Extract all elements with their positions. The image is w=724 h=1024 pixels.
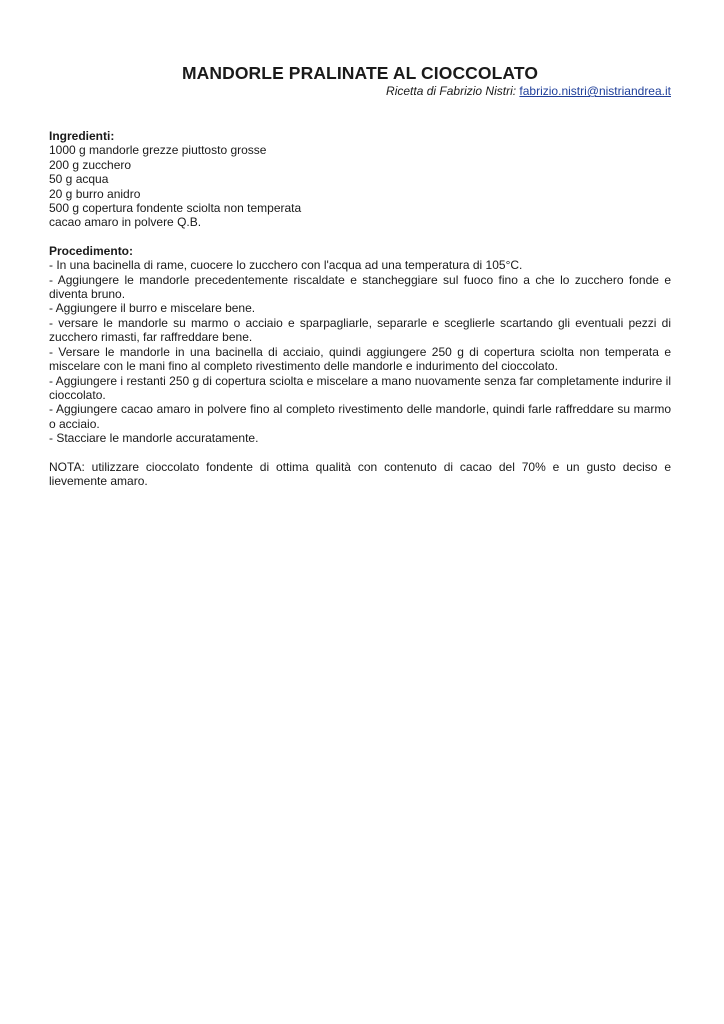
ingredients-section xyxy=(49,129,671,230)
procedure-step: - Versare le mandorle in una bacinella di acciaio, quindi aggiungere 250 g di copertura sciolta non temperata e miscelare con le mani fino al completo rivestimento delle mandorle e indurimento del cioccolato. xyxy=(49,344,671,374)
procedure-section xyxy=(49,244,671,446)
procedure-step: - Stacciare le mandorle accuratamente. xyxy=(49,431,259,446)
ingredient-item: 500 g copertura fondente sciolta non temperata xyxy=(49,201,302,216)
recipe-note: NOTA: utilizzare cioccolato fondente di ottima qualità con contenuto di cacao del 70% e un gusto deciso e lievemente amaro. xyxy=(49,459,671,488)
procedure-heading: Procedimento: xyxy=(49,243,134,258)
recipe-page xyxy=(49,62,671,488)
recipe-byline xyxy=(49,84,671,99)
procedure-step: - Aggiungere i restanti 250 g di copertura sciolta e miscelare a mano nuovamente senza far completamente indurire il cioccolato. xyxy=(49,373,671,402)
byline-author: Ricetta di Fabrizio Nistri: xyxy=(386,84,517,98)
ingredient-item: 20 g burro anidro xyxy=(49,186,141,201)
ingredient-item: 50 g acqua xyxy=(49,172,109,187)
recipe-title: MANDORLE PRALINATE AL CIOCCOLATO xyxy=(181,63,539,83)
procedure-step: - Aggiungere cacao amaro in polvere fino al completo rivestimento delle mandorle, quindi farle raffreddare su marmo o acciaio. xyxy=(49,402,671,431)
ingredients-heading: Ingredienti: xyxy=(49,129,115,143)
author-email-link[interactable]: fabrizio.nistri@nistriandrea.it xyxy=(519,84,671,98)
procedure-step: - Aggiungere le mandorle precedentemente riscaldate e stancheggiare sul fuoco fino a che lo zucchero fonde e diventa bruno. xyxy=(49,272,671,302)
procedure-step: - Aggiungere il burro e miscelare bene. xyxy=(49,301,256,316)
ingredient-item: cacao amaro in polvere Q.B. xyxy=(49,215,202,230)
procedure-step: - versare le mandorle su marmo o acciaio e sparpagliarle, separarle e sceglierle scartando gli eventuali pezzi di zucchero rimasti, far raffreddare bene. xyxy=(49,315,671,345)
ingredient-item: 200 g zucchero xyxy=(49,157,132,172)
ingredient-item: 1000 g mandorle grezze piuttosto grosse xyxy=(49,143,267,158)
procedure-step: - In una bacinella di rame, cuocere lo zucchero con l'acqua ad una temperatura di 105°C. xyxy=(49,258,523,273)
